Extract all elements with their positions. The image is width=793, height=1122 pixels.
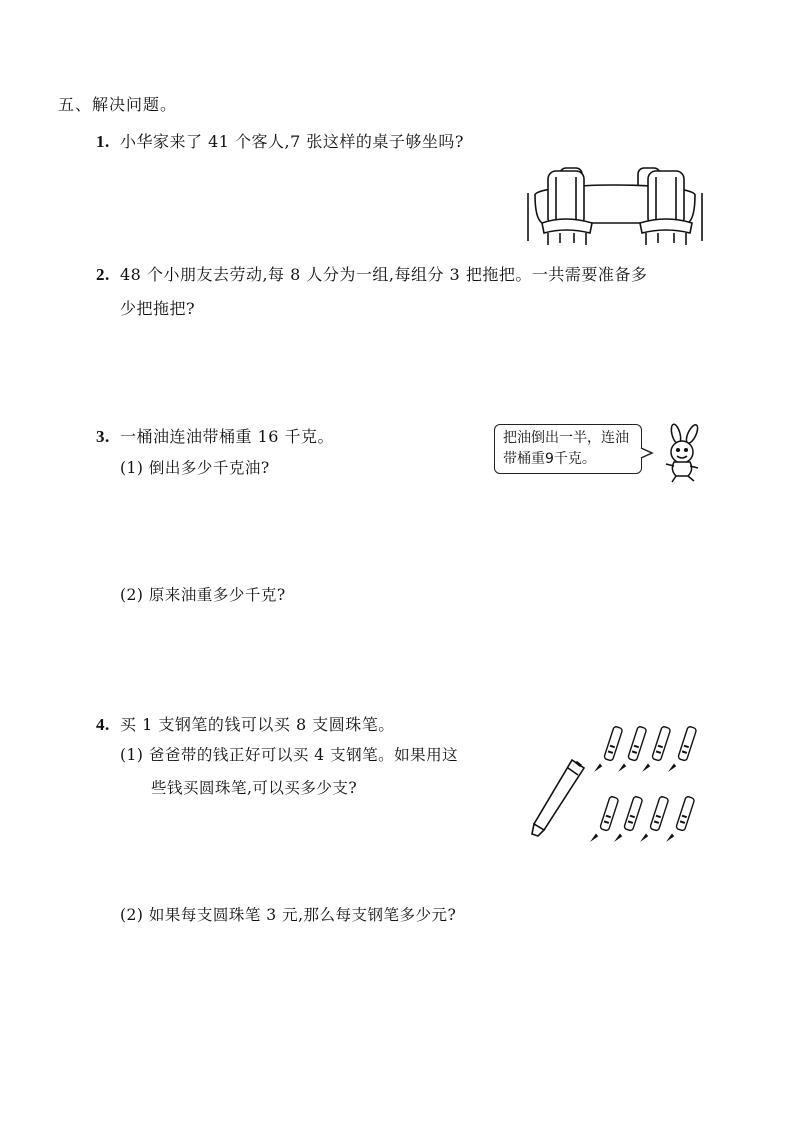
- rabbit-icon: [658, 424, 708, 484]
- speech-bubble-tail-icon: [640, 446, 654, 460]
- problem-4-text: 买 1 支钢笔的钱可以买 8 支圆珠笔。: [120, 715, 395, 734]
- problem-2-number: 2.: [96, 265, 110, 284]
- section-title: 五、解决问题。: [58, 95, 178, 114]
- problem-4-sub1-line1: (1) 爸爸带的钱正好可以买 4 支钢笔。如果用这: [120, 746, 459, 764]
- problem-1-number: 1.: [96, 132, 110, 151]
- ballpoint-pen-icon: [666, 796, 695, 844]
- problem-4-sub2: (2) 如果每支圆珠笔 3 元,那么每支钢笔多少元?: [120, 906, 457, 924]
- fountain-pen-icon: [528, 758, 588, 838]
- problem-3-sub2: (2) 原来油重多少千克?: [120, 586, 286, 604]
- ballpoint-pen-icon: [614, 796, 643, 844]
- problem-4-number: 4.: [96, 715, 110, 734]
- ballpoint-pen-icon: [668, 726, 697, 774]
- problem-3-number: 3.: [96, 427, 110, 446]
- ballpoint-pens-group: [592, 722, 712, 852]
- speech-bubble-line2: 带桶重9千克。: [503, 451, 596, 467]
- speech-bubble: [494, 424, 642, 474]
- problem-1: [96, 129, 464, 152]
- ballpoint-pen-icon: [640, 796, 669, 844]
- problem-3-sub1: (1) 倒出多少千克油?: [120, 459, 270, 477]
- dining-table-icon: [520, 163, 710, 248]
- problem-2-text-line1: 48 个小朋友去劳动,每 8 人分为一组,每组分 3 把拖把。一共需要准备多: [120, 265, 648, 284]
- problem-3: [96, 424, 334, 447]
- ballpoint-pen-icon: [618, 726, 647, 774]
- ballpoint-pen-icon: [594, 726, 623, 774]
- problem-2-text-line2: 少把拖把?: [120, 299, 196, 318]
- ballpoint-pen-icon: [590, 796, 619, 844]
- problem-2: [96, 262, 647, 285]
- problem-3-text: 一桶油连油带桶重 16 千克。: [120, 427, 335, 446]
- speech-bubble-line1: 把油倒出一半，连油: [503, 430, 629, 446]
- problem-4-sub1-line2: 些钱买圆珠笔,可以买多少支?: [151, 779, 358, 797]
- problem-4: [96, 712, 395, 735]
- ballpoint-pen-icon: [642, 726, 671, 774]
- problem-1-text: 小华家来了 41 个客人,7 张这样的桌子够坐吗?: [120, 132, 464, 151]
